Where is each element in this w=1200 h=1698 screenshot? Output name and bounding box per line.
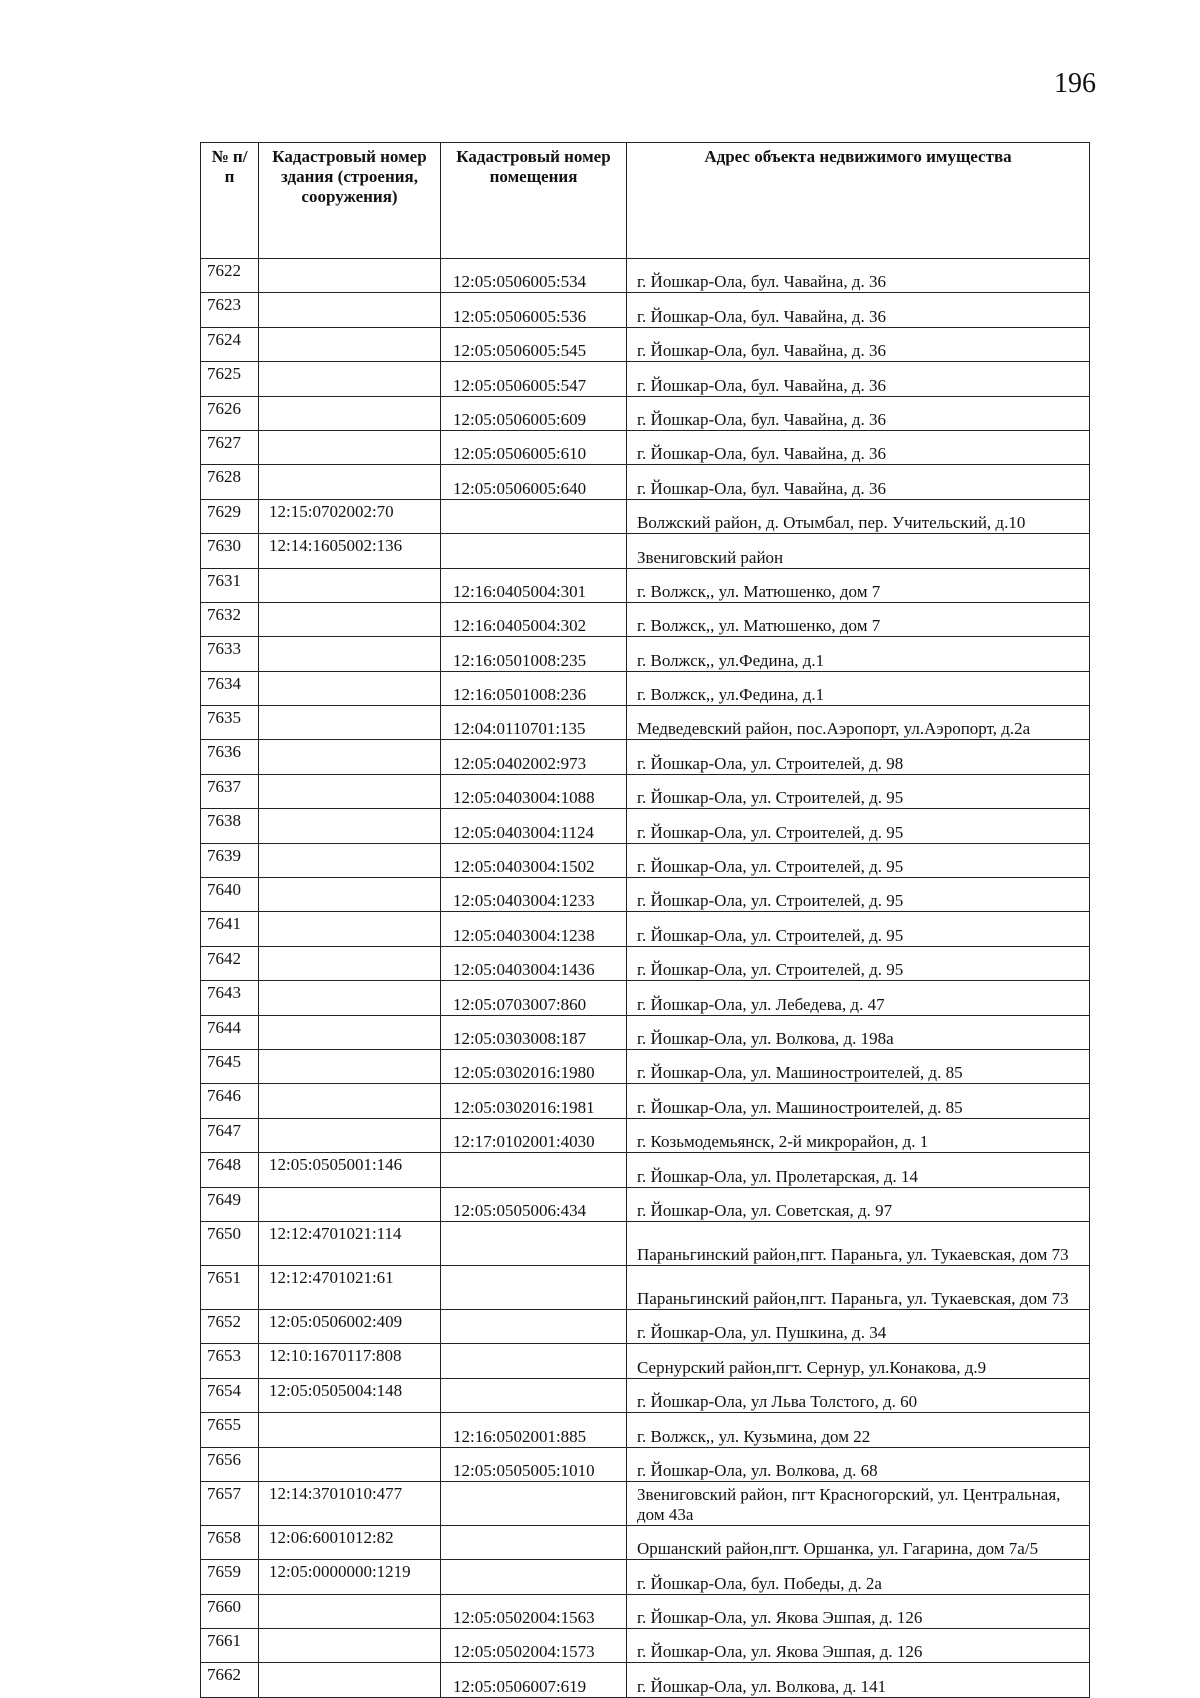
building-cadastral-number [259,1594,441,1628]
room-cadastral-number: 12:17:0102001:4030 [441,1118,627,1152]
room-cadastral-number: 12:05:0403004:1436 [441,946,627,980]
table-row [201,946,1090,980]
room-cadastral-number [441,1378,627,1412]
page-number: 196 [1054,68,1096,99]
room-cadastral-number [441,534,627,568]
table-row [201,1560,1090,1594]
property-address: г. Йошкар-Ола, ул. Строителей, д. 95 [627,946,1090,980]
room-cadastral-number: 12:05:0303008:187 [441,1015,627,1049]
property-address: Медведевский район, пос.Аэропорт, ул.Аэропорт, д.2а [627,706,1090,740]
row-number: 7653 [201,1344,259,1378]
room-cadastral-number [441,1525,627,1559]
building-cadastral-number: 12:05:0505004:148 [259,1378,441,1412]
row-number: 7651 [201,1265,259,1309]
property-address: г. Йошкар-Ола, ул. Строителей, д. 95 [627,843,1090,877]
row-number: 7633 [201,637,259,671]
table-row [201,430,1090,464]
building-cadastral-number [259,430,441,464]
table-row [201,1309,1090,1343]
building-cadastral-number [259,1413,441,1447]
row-number: 7625 [201,362,259,396]
building-cadastral-number [259,259,441,293]
room-cadastral-number: 12:16:0405004:301 [441,568,627,602]
property-address: г. Йошкар-Ола, бул. Чавайна, д. 36 [627,293,1090,327]
room-cadastral-number: 12:05:0506005:547 [441,362,627,396]
property-address: г. Йошкар-Ола, ул. Якова Эшпая, д. 126 [627,1594,1090,1628]
row-number: 7643 [201,981,259,1015]
property-address: Параньгинский район,пгт. Параньга, ул. Тукаевская, дом 73 [627,1221,1090,1265]
property-address: г. Йошкар-Ола, ул. Строителей, д. 95 [627,774,1090,808]
building-cadastral-number [259,981,441,1015]
property-address: г. Йошкар-Ола, ул. Строителей, д. 95 [627,878,1090,912]
row-number: 7660 [201,1594,259,1628]
header-num: № п/п [201,143,259,259]
room-cadastral-number: 12:05:0506007:619 [441,1663,627,1697]
row-number: 7641 [201,912,259,946]
row-number: 7654 [201,1378,259,1412]
header-building-cadastral: Кадастровый номер здания (строения, сооружения) [259,143,441,259]
property-address: г. Йошкар-Ола, ул. Волкова, д. 141 [627,1663,1090,1697]
building-cadastral-number [259,1629,441,1663]
table-row [201,1221,1090,1265]
room-cadastral-number: 12:16:0501008:235 [441,637,627,671]
table-row [201,843,1090,877]
row-number: 7626 [201,396,259,430]
room-cadastral-number: 12:05:0506005:610 [441,430,627,464]
property-address: г. Волжск,, ул.Федина, д.1 [627,637,1090,671]
room-cadastral-number: 12:05:0506005:534 [441,259,627,293]
building-cadastral-number [259,1084,441,1118]
property-address: Звениговский район, пгт Красногорский, ул. Центральная, дом 43а [627,1481,1090,1525]
row-number: 7649 [201,1187,259,1221]
table-row [201,1378,1090,1412]
building-cadastral-number: 12:12:4701021:114 [259,1221,441,1265]
building-cadastral-number: 12:05:0505001:146 [259,1153,441,1187]
table-row [201,1344,1090,1378]
room-cadastral-number [441,1560,627,1594]
room-cadastral-number [441,1309,627,1343]
property-address: Сернурский район,пгт. Сернур, ул.Конакова, д.9 [627,1344,1090,1378]
table-row [201,1187,1090,1221]
table-row [201,1049,1090,1083]
property-address: г. Йошкар-Ола, ул. Строителей, д. 95 [627,809,1090,843]
property-address: г. Йошкар-Ола, бул. Чавайна, д. 36 [627,430,1090,464]
table-row [201,602,1090,636]
room-cadastral-number: 12:05:0502004:1563 [441,1594,627,1628]
room-cadastral-number [441,1344,627,1378]
building-cadastral-number [259,1187,441,1221]
table-row [201,706,1090,740]
row-number: 7661 [201,1629,259,1663]
property-address: г. Волжск,, ул. Матюшенко, дом 7 [627,602,1090,636]
table-row [201,740,1090,774]
building-cadastral-number [259,1049,441,1083]
table-row [201,499,1090,533]
table-row [201,981,1090,1015]
table-row [201,1118,1090,1152]
row-number: 7644 [201,1015,259,1049]
room-cadastral-number: 12:05:0505005:1010 [441,1447,627,1481]
building-cadastral-number [259,878,441,912]
row-number: 7658 [201,1525,259,1559]
table-row [201,259,1090,293]
row-number: 7638 [201,809,259,843]
building-cadastral-number: 12:14:1605002:136 [259,534,441,568]
room-cadastral-number: 12:05:0506005:609 [441,396,627,430]
building-cadastral-number [259,946,441,980]
property-address: Параньгинский район,пгт. Параньга, ул. Тукаевская, дом 73 [627,1265,1090,1309]
row-number: 7630 [201,534,259,568]
building-cadastral-number: 12:10:1670117:808 [259,1344,441,1378]
table-header-row [201,143,1090,259]
table-row [201,1265,1090,1309]
property-address: г. Волжск,, ул.Федина, д.1 [627,671,1090,705]
property-address: г. Йошкар-Ола, ул. Лебедева, д. 47 [627,981,1090,1015]
row-number: 7659 [201,1560,259,1594]
room-cadastral-number: 12:05:0403004:1124 [441,809,627,843]
room-cadastral-number: 12:05:0502004:1573 [441,1629,627,1663]
room-cadastral-number: 12:05:0402002:973 [441,740,627,774]
room-cadastral-number: 12:05:0302016:1980 [441,1049,627,1083]
table-row [201,396,1090,430]
row-number: 7645 [201,1049,259,1083]
table-row [201,671,1090,705]
building-cadastral-number [259,1447,441,1481]
room-cadastral-number: 12:05:0505006:434 [441,1187,627,1221]
property-address: г. Йошкар-Ола, ул. Волкова, д. 68 [627,1447,1090,1481]
row-number: 7635 [201,706,259,740]
room-cadastral-number: 12:05:0703007:860 [441,981,627,1015]
property-registry-table [200,142,1090,1698]
header-address: Адрес объекта недвижимого имущества [627,143,1090,259]
row-number: 7650 [201,1221,259,1265]
row-number: 7637 [201,774,259,808]
building-cadastral-number [259,327,441,361]
property-address: г. Йошкар-Ола, ул Льва Толстого, д. 60 [627,1378,1090,1412]
building-cadastral-number: 12:15:0702002:70 [259,499,441,533]
room-cadastral-number: 12:05:0403004:1233 [441,878,627,912]
property-address: г. Йошкар-Ола, ул. Волкова, д. 198а [627,1015,1090,1049]
property-address: г. Йошкар-Ола, ул. Пролетарская, д. 14 [627,1153,1090,1187]
table-row [201,1481,1090,1525]
row-number: 7647 [201,1118,259,1152]
building-cadastral-number [259,602,441,636]
header-room-cadastral: Кадастровый номер помещения [441,143,627,259]
room-cadastral-number: 12:05:0506005:640 [441,465,627,499]
building-cadastral-number [259,1663,441,1697]
room-cadastral-number: 12:05:0403004:1238 [441,912,627,946]
room-cadastral-number [441,1153,627,1187]
table-row [201,1663,1090,1697]
row-number: 7636 [201,740,259,774]
table-row [201,1153,1090,1187]
property-address: г. Волжск,, ул. Матюшенко, дом 7 [627,568,1090,602]
building-cadastral-number [259,362,441,396]
table-row [201,327,1090,361]
property-address: г. Йошкар-Ола, ул. Машиностроителей, д. 85 [627,1084,1090,1118]
table-row [201,534,1090,568]
building-cadastral-number: 12:14:3701010:477 [259,1481,441,1525]
room-cadastral-number [441,1265,627,1309]
building-cadastral-number [259,740,441,774]
table-row [201,362,1090,396]
row-number: 7629 [201,499,259,533]
room-cadastral-number [441,1221,627,1265]
property-address: г. Волжск,, ул. Кузьмина, дом 22 [627,1413,1090,1447]
row-number: 7640 [201,878,259,912]
building-cadastral-number [259,809,441,843]
property-address: г. Йошкар-Ола, бул. Чавайна, д. 36 [627,362,1090,396]
table-row [201,637,1090,671]
row-number: 7656 [201,1447,259,1481]
table-row [201,1525,1090,1559]
row-number: 7657 [201,1481,259,1525]
row-number: 7634 [201,671,259,705]
table-row [201,1413,1090,1447]
property-address: г. Йошкар-Ола, бул. Чавайна, д. 36 [627,259,1090,293]
room-cadastral-number: 12:04:0110701:135 [441,706,627,740]
row-number: 7652 [201,1309,259,1343]
property-address: г. Йошкар-Ола, ул. Советская, д. 97 [627,1187,1090,1221]
room-cadastral-number [441,1481,627,1525]
room-cadastral-number: 12:16:0502001:885 [441,1413,627,1447]
property-address: г. Йошкар-Ола, ул. Строителей, д. 95 [627,912,1090,946]
row-number: 7622 [201,259,259,293]
row-number: 7627 [201,430,259,464]
room-cadastral-number: 12:05:0302016:1981 [441,1084,627,1118]
building-cadastral-number [259,568,441,602]
building-cadastral-number [259,1118,441,1152]
table-body [201,259,1090,1698]
table-row [201,293,1090,327]
building-cadastral-number [259,706,441,740]
property-address: г. Йошкар-Ола, ул. Машиностроителей, д. 85 [627,1049,1090,1083]
row-number: 7639 [201,843,259,877]
property-address: г. Йошкар-Ола, ул. Пушкина, д. 34 [627,1309,1090,1343]
building-cadastral-number: 12:05:0506002:409 [259,1309,441,1343]
table-row [201,1084,1090,1118]
building-cadastral-number [259,396,441,430]
property-address: Оршанский район,пгт. Оршанка, ул. Гагарина, дом 7а/5 [627,1525,1090,1559]
room-cadastral-number: 12:05:0506005:536 [441,293,627,327]
row-number: 7631 [201,568,259,602]
room-cadastral-number [441,499,627,533]
building-cadastral-number [259,637,441,671]
row-number: 7642 [201,946,259,980]
building-cadastral-number [259,293,441,327]
building-cadastral-number [259,774,441,808]
row-number: 7623 [201,293,259,327]
table-row [201,1629,1090,1663]
table-row [201,912,1090,946]
building-cadastral-number: 12:12:4701021:61 [259,1265,441,1309]
table-row [201,465,1090,499]
row-number: 7655 [201,1413,259,1447]
property-address: г. Йошкар-Ола, бул. Чавайна, д. 36 [627,465,1090,499]
room-cadastral-number: 12:16:0405004:302 [441,602,627,636]
row-number: 7648 [201,1153,259,1187]
room-cadastral-number: 12:05:0403004:1502 [441,843,627,877]
building-cadastral-number [259,843,441,877]
property-address: г. Йошкар-Ола, бул. Чавайна, д. 36 [627,327,1090,361]
property-address: г. Йошкар-Ола, ул. Строителей, д. 98 [627,740,1090,774]
row-number: 7662 [201,1663,259,1697]
building-cadastral-number [259,465,441,499]
building-cadastral-number [259,912,441,946]
building-cadastral-number: 12:06:6001012:82 [259,1525,441,1559]
table-row [201,878,1090,912]
table-row [201,809,1090,843]
building-cadastral-number [259,671,441,705]
row-number: 7646 [201,1084,259,1118]
table-row [201,1447,1090,1481]
property-address: г. Йошкар-Ола, бул. Чавайна, д. 36 [627,396,1090,430]
building-cadastral-number [259,1015,441,1049]
room-cadastral-number: 12:05:0403004:1088 [441,774,627,808]
property-address: Волжский район, д. Отымбал, пер. Учительский, д.10 [627,499,1090,533]
row-number: 7624 [201,327,259,361]
room-cadastral-number: 12:16:0501008:236 [441,671,627,705]
property-address: г. Козьмодемьянск, 2-й микрорайон, д. 1 [627,1118,1090,1152]
table-row [201,774,1090,808]
property-address: г. Йошкар-Ола, бул. Победы, д. 2а [627,1560,1090,1594]
table-row [201,568,1090,602]
property-address: Звениговский район [627,534,1090,568]
table-row [201,1594,1090,1628]
building-cadastral-number: 12:05:0000000:1219 [259,1560,441,1594]
row-number: 7628 [201,465,259,499]
room-cadastral-number: 12:05:0506005:545 [441,327,627,361]
row-number: 7632 [201,602,259,636]
table-row [201,1015,1090,1049]
property-address: г. Йошкар-Ола, ул. Якова Эшпая, д. 126 [627,1629,1090,1663]
